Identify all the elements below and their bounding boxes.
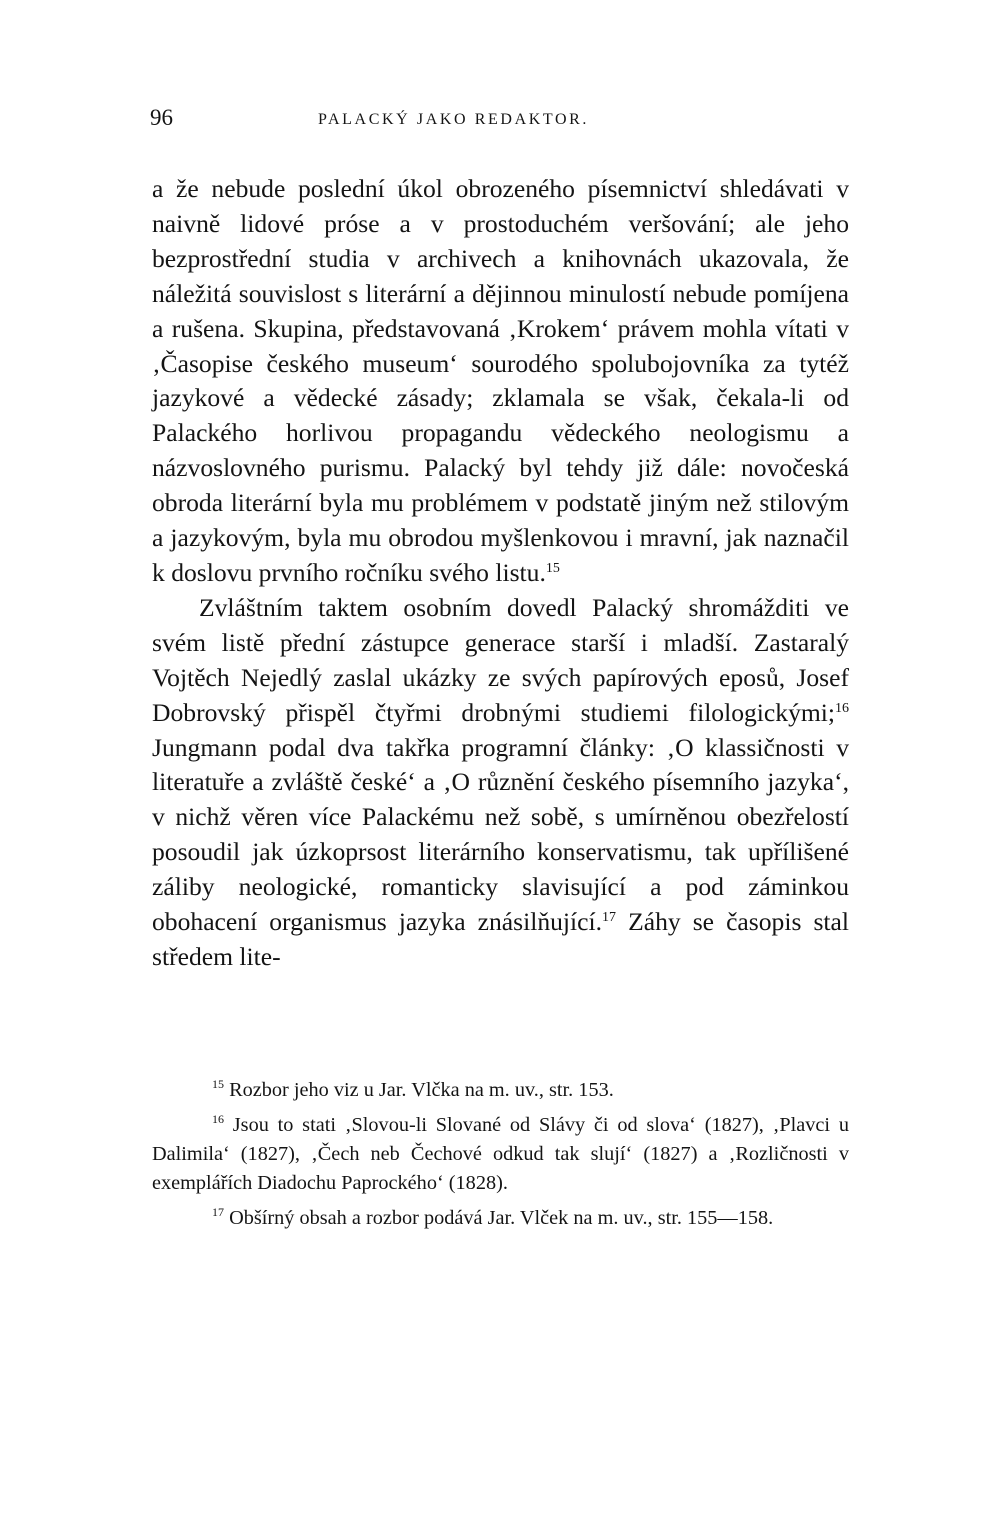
footnote-text: Obšírný obsah a rozbor podává Jar. Vlček na m. uv., str. 155—158. [229, 1207, 774, 1229]
page-number: 96 [150, 105, 173, 130]
page-header [150, 103, 850, 137]
footnote-ref-16: 16 [835, 700, 849, 716]
footnote-text: Rozbor jeho viz u Jar. Vlčka na m. uv., str. 153. [229, 1079, 614, 1101]
footnote-16 [152, 1111, 849, 1198]
footnote-number: 17 [212, 1205, 224, 1219]
paragraph-1 [152, 172, 849, 591]
running-head: PALACKÝ JAKO REDAKTOR. [318, 111, 590, 128]
footnote-text: Jsou to stati ‚Slovou-li Slované od Slávy či od slova‘ (1827), ‚Plavci u Dalimila‘ (1827), ‚Čech neb Čechové odkud tak slují‘ (1827) a ‚Rozličnosti v exemplářích Diadochu Paprockého‘ (1828). [152, 1114, 849, 1194]
paragraph-2 [152, 591, 849, 975]
footnote-ref-15: 15 [545, 560, 560, 576]
text-segment: Jungmann podal dva takřka programní články: ‚O klassičnosti v literatuře a zvláště české‘ a ‚O různění českého písemního jazyka‘, v nichž věren více Palackému než sobě, s umírněnou obezřelostí posoudil jak úzkoprsost literárního konservatismu, tak upřílišené záliby neologické, romanticky slavisující a pod záminkou obohacení organismus jazyka znásilňující. [152, 732, 849, 937]
text-segment: Zvláštním taktem osobním dovedl Palacký shromážditi ve svém listě přední zástupce generace starší i mladší. Zastaralý Vojtěch Nejedlý zaslal ukázky ze svých papírových eposů, Josef Dobrovský přispěl čtyřmi drobnými studiemi filologickými; [152, 592, 849, 727]
text-segment: a že nebude poslední úkol obrozeného písemnictví shledávati v naivně lidové próse a v prostoduchém veršování; ale jeho bezprostřední studia v archivech a knihovnách ukazovala, že náležitá souvislost s literární a dějinnou minulostí nebude pomíjena a rušena. Skupina, představovaná ‚Krokem‘ právem mohla vítati v ‚Časopise českého museum‘ sourodého spolubojovníka za tytéž jazykové a vědecké zásady; zklamala se však, čekala-li od Palackého horlivou propagandu vědeckého neologismu a názvoslovného purismu. Palacký byl tehdy již dále: novočeská obroda literární byla mu problémem v podstatě jiným než stilovým a jazykovým, byla mu obrodou myšlenkovou i mravní, jak naznačil k doslovu prvního ročníku svého listu. [152, 174, 849, 587]
footnote-15 [152, 1076, 849, 1105]
footnotes [152, 1076, 849, 1233]
footnote-number: 15 [212, 1077, 224, 1091]
text-segment: Záhy se časopis stal středem lite- [152, 907, 849, 971]
body-text [152, 172, 849, 975]
footnote-ref-17: 17 [602, 910, 617, 926]
footnote-17 [152, 1204, 849, 1233]
footnote-number: 16 [212, 1112, 224, 1126]
